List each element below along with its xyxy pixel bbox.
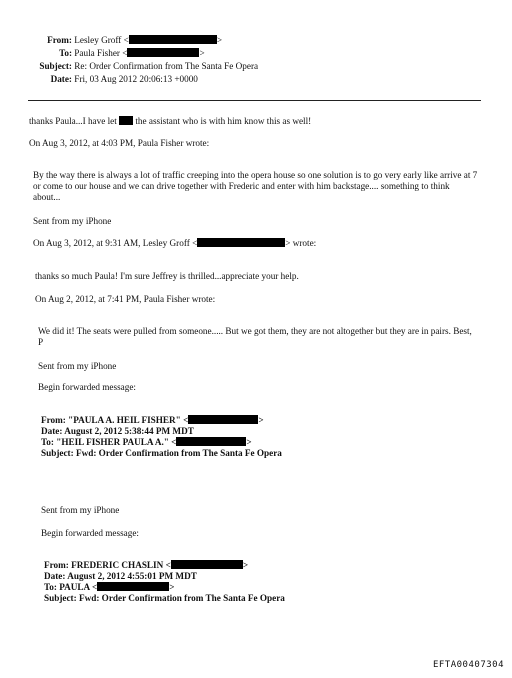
body-text: > — [169, 582, 175, 592]
redaction-bar — [97, 582, 169, 591]
fwd2-subject: Subject: Fwd: Order Confirmation from The Santa Fe Opera — [44, 593, 285, 603]
body-text: From: FREDERIC CHASLIN < — [44, 560, 171, 570]
body-text: > wrote: — [285, 238, 317, 248]
subject-value: Re: Order Confirmation from The Santa Fe Opera — [74, 61, 259, 71]
to-label: To: — [59, 48, 72, 58]
quote-header-3: On Aug 2, 2012, at 7:41 PM, Paula Fisher wrote: — [35, 294, 216, 304]
body-text: To: PAULA < — [44, 582, 98, 592]
header-divider — [28, 100, 481, 101]
header-date-row — [0, 74, 198, 85]
fwd2-date: Date: August 2, 2012 4:55:01 PM MDT — [44, 571, 197, 581]
sent-from-iphone-2: Sent from my iPhone — [38, 361, 117, 371]
to-close: > — [199, 48, 205, 58]
paragraph-3: We did it! The seats were pulled from someone..... But we got them, they are not altogether but they are in pairs. Best, P — [38, 326, 472, 347]
to-value: Paula Fisher < — [74, 48, 128, 58]
fwd1-from — [41, 415, 264, 426]
header-from-row — [0, 35, 222, 46]
redaction-bar — [127, 48, 199, 57]
subject-label: Subject: — [39, 61, 72, 71]
sent-from-iphone-3: Sent from my iPhone — [41, 505, 120, 515]
fwd2-to — [44, 582, 174, 593]
fwd1-date: Date: August 2, 2012 5:38:44 PM MDT — [41, 426, 194, 436]
fwd2-from — [44, 560, 248, 571]
body-text: > — [258, 415, 264, 425]
begin-forwarded-1: Begin forwarded message: — [38, 382, 136, 392]
bates-number: EFTA00407304 — [432, 660, 504, 670]
date-label: Date: — [50, 74, 72, 84]
redaction-bar — [176, 437, 246, 446]
redaction-bar — [188, 415, 258, 424]
date-value: Fri, 03 Aug 2012 20:06:13 +0000 — [74, 74, 198, 84]
from-close: > — [216, 35, 222, 45]
body-text: thanks Paula...I have let — [29, 116, 117, 126]
from-label: From: — [47, 35, 72, 45]
fwd1-to — [41, 437, 252, 448]
body-text: From: "PAULA A. HEIL FISHER" < — [41, 415, 189, 425]
body-text: > — [246, 437, 252, 447]
begin-forwarded-2: Begin forwarded message: — [41, 528, 139, 538]
body-text: > — [242, 560, 249, 570]
header-subject-row — [0, 61, 258, 72]
redaction-bar — [171, 560, 243, 569]
body-text: To: "HEIL FISHER PAULA A." < — [41, 437, 177, 447]
quote-header-2 — [33, 238, 316, 249]
body-text: the assistant who is with him know this as well! — [135, 116, 312, 126]
sent-from-iphone-1: Sent from my iPhone — [33, 216, 112, 226]
redaction-bar — [129, 35, 217, 44]
from-value: Lesley Groff < — [74, 35, 129, 45]
header-to-row — [0, 48, 205, 59]
body-text: On Aug 3, 2012, at 9:31 AM, Lesley Groff < — [33, 238, 198, 248]
quote-header-1: On Aug 3, 2012, at 4:03 PM, Paula Fisher wrote: — [29, 138, 210, 148]
redaction-bar — [197, 238, 285, 247]
paragraph-1: By the way there is always a lot of traffic creeping into the opera house so one solution is to go very early like arrive at 7 or come to our house and we can drive together with Frederic and enter with him backstage.... something to think about... — [33, 170, 478, 202]
redaction-bar — [119, 116, 133, 125]
fwd1-subject: Subject: Fwd: Order Confirmation from The Santa Fe Opera — [41, 448, 282, 458]
body-line-1 — [29, 116, 311, 127]
paragraph-2: thanks so much Paula! I'm sure Jeffrey is thrilled...appreciate your help. — [35, 271, 299, 281]
